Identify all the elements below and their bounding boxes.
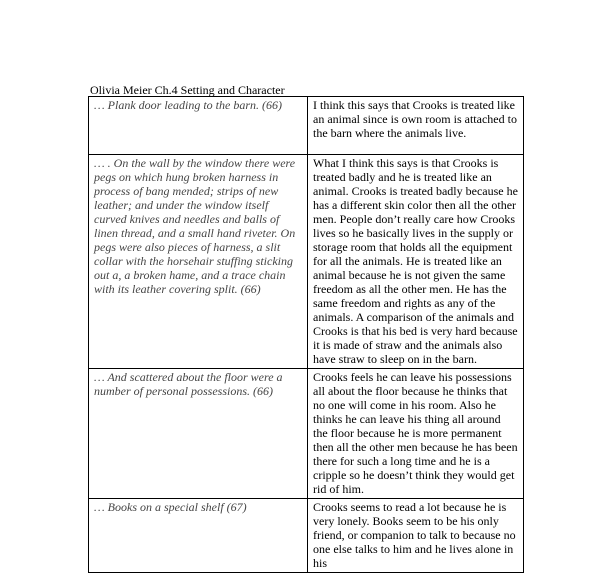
response-cell: Crooks feels he can leave his possessions all about the floor because he thinks that no one will come in his room. Also he thinks he can leave his thing all around the floor because he is more permanent then all the other men because he has been there for such a long time and he is a cripple so he doesn’t think they would get rid of him. bbox=[308, 369, 524, 499]
quote-cell: … Plank door leading to the barn. (66) bbox=[89, 97, 308, 155]
document-title: Olivia Meier Ch.4 Setting and Character bbox=[90, 83, 285, 97]
response-cell: What I think this says is that Crooks is treated badly and he is treated like an animal. Crooks is treated badly because he has a different skin color then all the other men. People don’t really care how Crooks lives so he basically lives in the supply or storage room that holds all the equipment for all the animals. He is treated like an animal because he is not given the same freedom as all the other men. He has the same freedom and rights as any of the animals. A comparison of the animals and Crooks is that his bed is very hard because it is made of straw and the animals also have straw to sleep on in the barn. bbox=[308, 155, 524, 369]
quote-cell: … And scattered about the floor were a number of personal possessions. (66) bbox=[89, 369, 308, 499]
table-row bbox=[89, 499, 524, 573]
response-cell: Crooks seems to read a lot because he is very lonely. Books seem to be his only friend, or companion to talk to because no one else talks to him and he lives alone in his bbox=[308, 499, 524, 573]
table-row bbox=[89, 97, 524, 155]
quote-cell: … . On the wall by the window there were pegs on which hung broken harness in process of bang mended; strips of new leather; and under the window itself curved knives and needles and balls of linen thread, and a small hand riveter. On pegs were also pieces of harness, a slit collar with the horsehair stuffing sticking out a, a broken hame, and a trace chain with its leather covering split. (66) bbox=[89, 155, 308, 369]
response-cell: I think this says that Crooks is treated like an animal since is own room is attached to the barn where the animals live. bbox=[308, 97, 524, 155]
setting-character-table bbox=[88, 96, 524, 573]
table-row bbox=[89, 155, 524, 369]
table-row bbox=[89, 369, 524, 499]
quote-cell: … Books on a special shelf (67) bbox=[89, 499, 308, 573]
